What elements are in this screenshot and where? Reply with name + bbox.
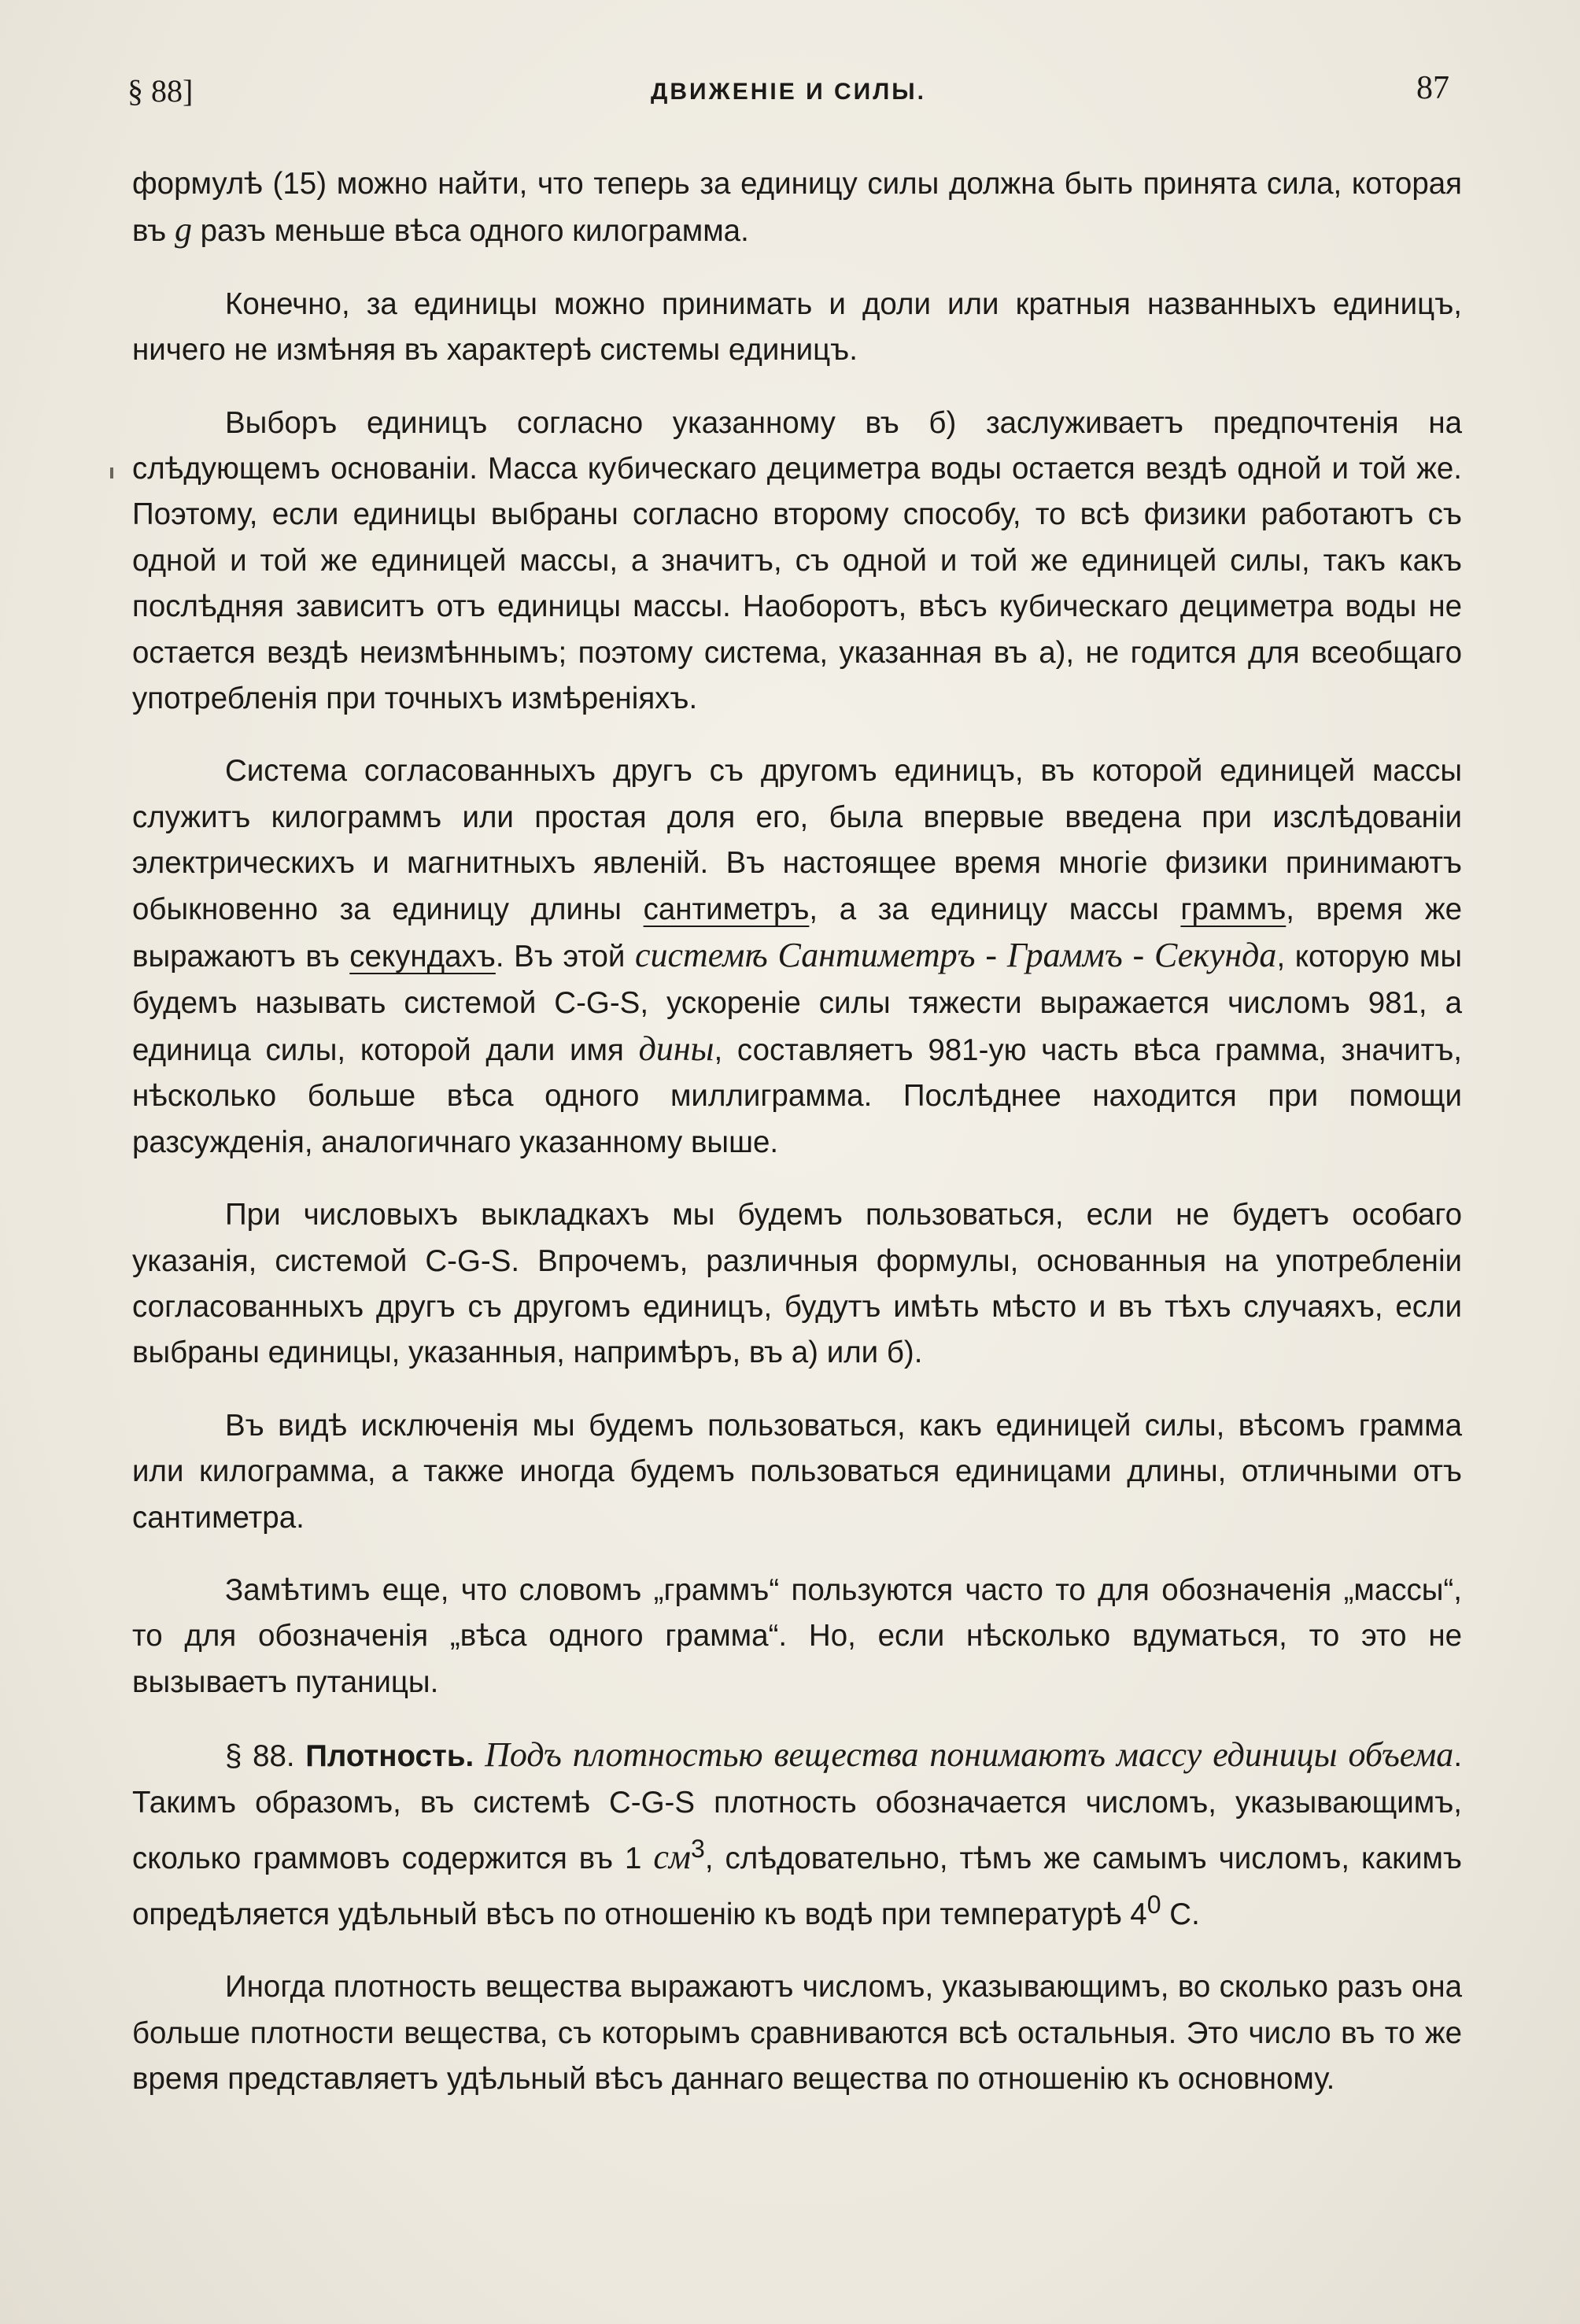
- paragraph-6: Въ видѣ исключенія мы будемъ пользоваться, какъ единицей силы, вѣсомъ грамма или килограмма, а также иногда будемъ пользоваться единицами длины, отличными отъ сантиметра.: [132, 1408, 1462, 1535]
- definition-text: Подъ плотностью вещества понимаютъ массу единицы объема: [474, 1735, 1454, 1775]
- margin-mark: [110, 467, 113, 478]
- underlined-term: секундахъ: [349, 940, 496, 974]
- underlined-term: граммъ: [1180, 892, 1287, 926]
- page-number: 87: [1416, 70, 1449, 106]
- degree-superscript: 0: [1146, 1890, 1161, 1919]
- header-title: ДВИЖЕНІЕ И СИЛЫ.: [651, 79, 926, 105]
- paragraph-1: формулѣ (15) можно найти, что теперь за единицу силы должна быть принята сила, которая въ g разъ меньше вѣса одного килограмма.: [132, 167, 1462, 249]
- section-heading: Плотность.: [305, 1739, 474, 1774]
- italic-term: системѣ Сантиметръ - Граммъ - Секунда: [634, 936, 1277, 975]
- running-header: [127, 72, 1449, 120]
- header-section-ref: § 88]: [127, 73, 194, 109]
- section-88-paragraph: § 88. Плотность. Подъ плотностью вещества понимаютъ массу единицы объема. Такимъ образомъ, въ системѣ C-G-S плотность обозначается числомъ, указывающимъ, сколько граммовъ содержится въ 1 $см^3$, слѣдовательно, тѣмъ же самымъ числомъ, какимъ опредѣляется удѣльный вѣсъ по отношенію къ водѣ при температурѣ $4^0$ C.: [132, 1735, 1463, 1932]
- paragraph-4: Система согласованныхъ другъ съ другомъ единицъ, въ которой единицей массы служитъ килограммъ или простая доля его, была впервые введена при изслѣдованіи электрическихъ и магнитныхъ явленій. Въ настоящее время многіе физики принимаютъ обыкновенно за единицу длины сантиметръ, а за единицу массы граммъ, время же выражаютъ въ секундахъ. Въ этой системѣ Сантиметръ - Граммъ - Секунда, которую мы будемъ называть системой C-G-S, ускореніе силы тяжести выражается числомъ 981, а единица силы, которой дали имя дины, составляетъ 981-ую часть вѣса грамма, значитъ, нѣсколько больше вѣса одного миллиграмма. Послѣднее находится при помощи разсужденія, аналогичнаго указанному выше.: [132, 754, 1463, 1159]
- page-body: [132, 161, 1462, 2130]
- paragraph-9: Иногда плотность вещества выражаютъ числомъ, указывающимъ, во сколько разъ она больше плотности вещества, съ которымъ сравниваются всѣ остальныя. Это число въ то же время представляетъ удѣльный вѣсъ даннаго вещества по отношенію къ основному.: [132, 1970, 1462, 2097]
- section-number: § 88.: [225, 1739, 306, 1774]
- paragraph-7: Замѣтимъ еще, что словомъ „граммъ“ пользуются часто то для обозначенія „массы“, то для обозначенія „вѣса одного грамма“. Но, если нѣсколько вдуматься, то это не вызываетъ путаницы.: [132, 1572, 1462, 1699]
- paragraph-2: Конечно, за единицы можно принимать и доли или кратныя названныхъ единицъ, ничего не измѣняя въ характерѣ системы единицъ.: [132, 286, 1462, 368]
- underlined-term: сантиметръ: [643, 892, 810, 926]
- italic-term: дины: [638, 1029, 714, 1068]
- paragraph-5: При числовыхъ выкладкахъ мы будемъ пользоваться, если не будетъ особаго указанія, системой C-G-S. Впрочемъ, различныя формулы, основанныя на употребленіи согласованныхъ другъ съ другомъ единицъ, будутъ имѣть мѣсто и въ тѣхъ случаяхъ, если выбраны единицы, указанныя, напримѣръ, въ а) или б).: [132, 1198, 1462, 1370]
- paragraph-3: Выборъ единицъ согласно указанному въ б) заслуживаетъ предпочтенія на слѣдующемъ основаніи. Масса кубическаго дециметра воды остается вездѣ одной и той же. Поэтому, если единицы выбраны согласно второму способу, то всѣ физики работаютъ съ одной и той же единицей массы, а значитъ, съ одной и той же единицей силы, такъ какъ послѣдняя зависитъ отъ единицы массы. Наоборотъ, вѣсъ кубическаго дециметра воды не остается вездѣ неизмѣннымъ; поэтому система, указанная въ а), не годится для всеобщаго употребленія при точныхъ измѣреніяхъ.: [132, 405, 1462, 716]
- superscript: 3: [691, 1834, 705, 1863]
- symbol-g: g: [174, 210, 192, 249]
- unit-symbol: см: [653, 1837, 691, 1876]
